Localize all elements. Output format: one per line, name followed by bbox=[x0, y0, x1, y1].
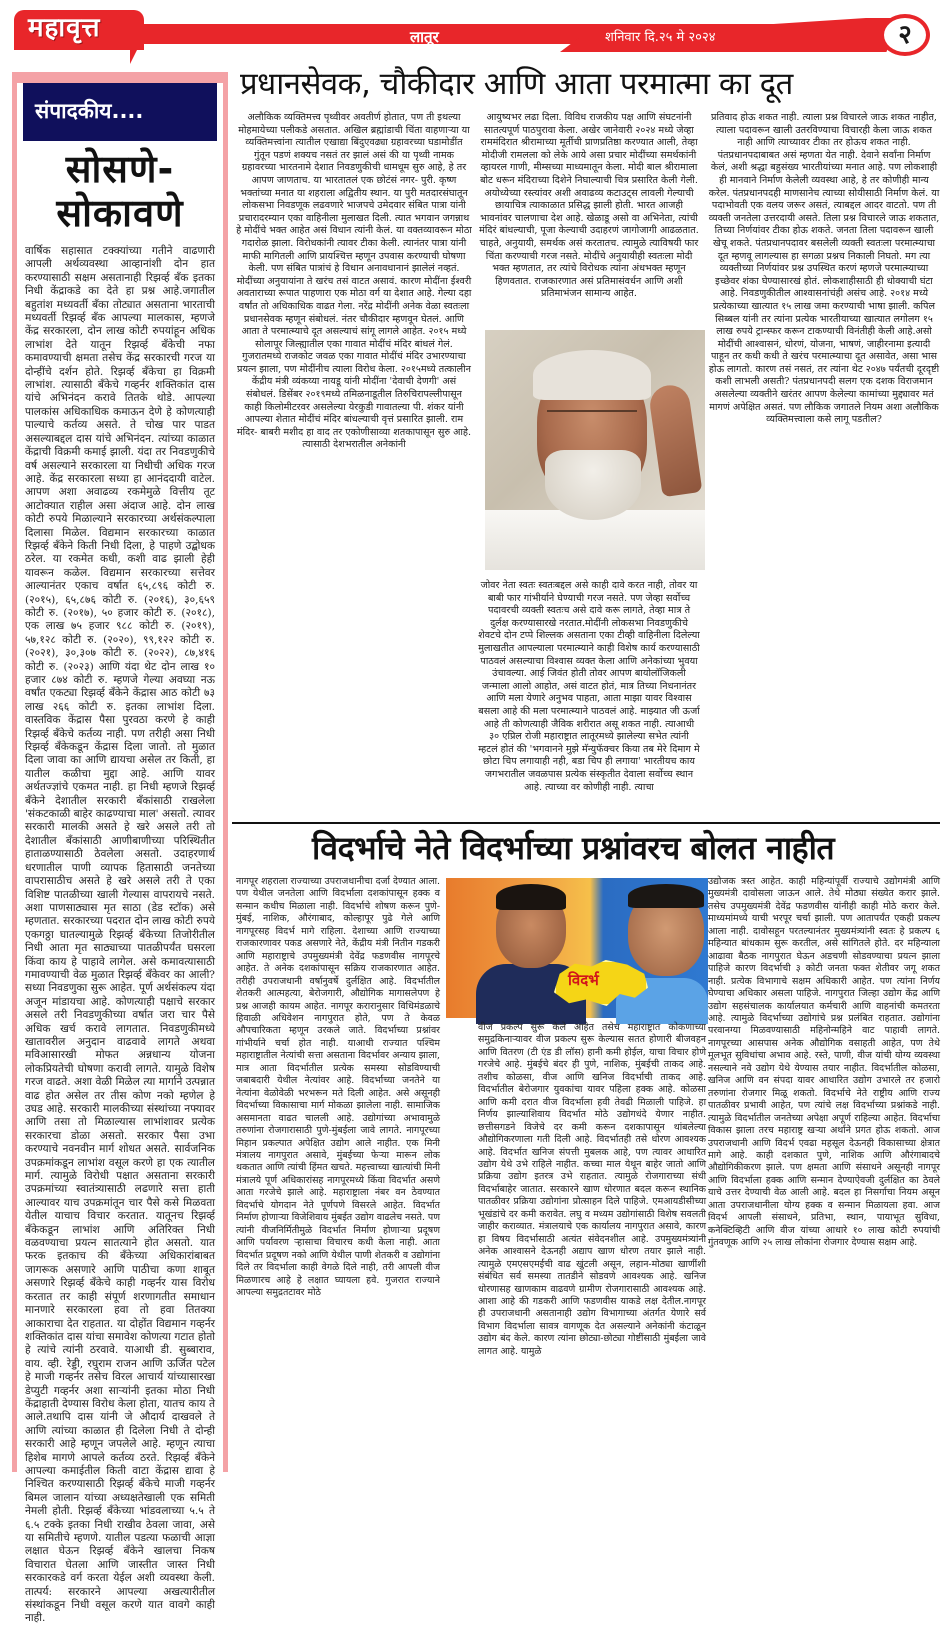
edition-city: लातूर bbox=[410, 28, 439, 46]
editorial-title bbox=[17, 147, 223, 235]
editorial-box bbox=[12, 72, 228, 1625]
photo-pointing-hand bbox=[648, 383, 703, 497]
article-1-column-3 bbox=[478, 580, 700, 820]
leader-right-hair bbox=[628, 884, 704, 908]
leader-left-hair bbox=[496, 884, 566, 910]
masthead bbox=[0, 0, 945, 62]
article-2-column-2 bbox=[478, 1022, 706, 1476]
article-1-text-3: जोवर नेता स्वतः स्वतःबद्दल असे काही दावे करत नाही, तोवर या बाबी फार गांभीर्याने घेण्याची गरज नसते. पण जेव्हा सर्वोच्च पदावरची व्यक्ती स्वतःच असे दावे करू लागते, तेव्हा मात्र ते दुर्लक्ष करण्यासारखे नरतात.मोदींनी लोकसभा निवडणुकीचे शेवटचे दोन टप्पे शिल्लक असताना एका टीव्ही वाहिनीला दिलेल्या मुलाखतीत आपल्याला परमात्म्याने काही विशेष कार्य करण्यासाठी पाठवलं असल्याचा विश्वास व्यक्त केला आणि अनेकांच्या भुवया उंचावल्या. आई जिवंत होती तोवर आपण बायोलॉजिकली जन्माला आलो आहोत, असं वाटत होतं, मात्र तिच्या निधनानंतर आणि मला येणारे अनुभव पाहता, आता माझा यावर विश्वास बसला आहे की मला परमात्म्याने पाठवलं आहे. माझ्यात जी ऊर्जा आहे ती कोणत्याही जैविक शरीरात असू शकत नाही. त्याआधी ३० एप्रिल रोजी महाराष्ट्रात लातूरमध्ये झालेल्या सभेत त्यांनी म्हटलं होतं की 'भगवानने मुझे मॅन्युफॅक्चर किया तब मेरे दिमाग मे छोटा चिप लगायाही नही, बडा चिप ही लगाया' भारतीयच काय जगभरातील जवळपास प्रत्येक संस्कृतीत देवाला सर्वोच्च स्थान आहे. त्याच्या वर कोणीही नाही. त्याचा bbox=[478, 580, 700, 793]
article-2-text-3: उद्योजक त्रस्त आहेत. काही महिन्यांपूर्वी राज्याचे उद्योगमंत्री आणि मुख्यमंत्री दावोसला जाऊन आले. तेथे मोठ्या संख्येत करार झाले. तसेच उपमुख्यमंत्री देवेंद्र फडणवीस यांनीही काही मोठे करार केले. माध्यमांमध्ये याची भरपूर चर्चा झाली. पण आतापर्यंत एकही प्रकल्प आला नाही. दावोसहून परतल्यानंतर मुख्यमंत्र्यांनी स्वतः हे प्रकल्प ६ महिन्यात बांधकाम सुरू करतील, असे सांगितले होते. दर महिन्याला आढावा बैठक नागपुरात घेऊन अडचणी सोडवण्याचा प्रयत्न झाला पाहिजे कारण विदर्भाची ३ कोटी जनता फक्त शेतीवर जगू शकत नाही. प्रत्येक विभागाचे सक्षम अधिकारी आहेत. पण त्यांना निर्णय घेण्याचा अधिकार असला पाहिजे. नागपुरात जिल्हा उद्योग केंद्र आणि उद्योग सहसंचालक कार्यालयात कर्मचारी आणि वाहनांची कमतरता आहे. त्यामुळे विदर्भाच्या उद्योगांचे प्रश्न प्रलंबित राहतात. उद्योगांना परवानग्या मिळवण्यासाठी महिनोन्महिने वाट पाहावी लागते. नागपूरच्या आसपास अनेक औद्योगिक वसाहती आहेत, पण तेथे मूलभूत सुविधांचा अभाव आहे. रस्ते, पाणी, वीज यांची योग्य व्यवस्था नसल्याने नवे उद्योग येथे येण्यास तयार नाहीत. विदर्भातील कोळसा, खनिज आणि वन संपदा यावर आधारित उद्योग उभारले तर हजारो तरुणांना रोजगार मिळू शकतो. विदर्भाचे नेते राष्ट्रीय आणि राज्य पातळीवर प्रभावी आहेत, पण त्यांचे लक्ष विदर्भाच्या प्रश्नांकडे नाही. त्यामुळे विदर्भातील जनतेच्या अपेक्षा अपूर्ण राहिल्या आहेत. विदर्भाचा विकास झाला तरच महाराष्ट्र खऱ्या अर्थाने प्रगत होऊ शकतो. आज उपराजधानी आणि विदर्भ एवढा महसूल देऊनही विकासाच्या क्षेत्रात मागे आहे. काही दशकात पुणे, नाशिक आणि औरंगाबादचे औद्योगिकीकरण झाले. पण क्षमता आणि संसाधने असूनही नागपूर आणि विदर्भाला हक्क आणि सन्मान देण्याऐवजी दुर्लक्षित का ठेवले याचे उत्तर देण्याची वेळ आली आहे. बदल हा निसर्गाचा नियम असून आता उपराजधानीला योग्य हक्क व सन्मान मिळायला हवा. आज विदर्भ आपली संसाधने, प्रतिभा, स्थान, पायाभूत सुविधा, कनेक्टिव्हिटी आणि वीज यांच्या आधारे १० लाख कोटी रुपयांची गुंतवणूक आणि २५ लाख लोकांना रोजगार देण्यास सक्षम आहे. bbox=[708, 876, 940, 1249]
photo-beard bbox=[545, 450, 641, 520]
editorial-body: वार्षिक सहासात टक्क्यांच्या गतीने वाढणारी आपली अर्थव्यवस्था आव्हानांशी दोन हात करण्यासाठी सक्षम असतानाही रिझर्व्ह बँक इतका निधी केंद्राकडे का देते हा प्रश्न आहे.जगातील बहुतांश मध्यवर्ती बँका तोट्यात असताना भारताची मध्यवर्ती रिझर्व्ह बँक आपल्या मालकास, म्हणजे केंद्र सरकारला, दोन लाख कोटी रुपयांहून अधिक लाभांश देते यातून रिझर्व्ह बँकेची नफा कमावण्याची क्षमता तसेच केंद्र सरकारची गरज या दोन्हींचे दर्शन होते. रिझर्व्ह बँकेचा हा विक्रमी लाभांश. त्यासाठी बँकेचे गव्हर्नर शक्तिकांत दास यांचे अभिनंदन करावे तितके थोडे. आपल्या पालकांस अधिकाधिक कमाऊन देणे हे कोणत्याही पाल्याचे कर्तव्य असते. ते चोख पार पाडत असल्याबद्दल दास यांचे अभिनंदन. त्यांच्या काळात केंद्राची विक्रमी कमाई झाली. यंदा तर निवडणुकीचे वर्ष असल्याने सरकारला या निधीची अधिक गरज आहे. केंद्र सरकारला सध्या हा आनंददायी वाटेल. आपण अशा अवाढव्य रकमेमुळे वित्तीय तूट आटोक्यात राहील असा अंदाज आहे. दोन लाख कोटी रुपये मिळाल्याने सरकारच्या अर्थसंकल्पाला दिलासा मिळेल. विद्यमान सरकारच्या काळात रिझर्व्ह बँकेने किती निधी दिला, हे पाहणे उद्बोधक ठरेल. या रकमेत कधी, कशी वाढ झाली हेही यावरून कळेल. विद्यमान सरकारच्या सत्तेवर आल्यानंतर एकाच वर्षात ६५,८९६ कोटी रु. (२०१५), ६५,८७६ कोटी रु. (२०१६), ३०,६५९ कोटी रु. (२०१७), ५० हजार कोटी रु. (२०१८), एक लाख ७५ हजार ९८८ कोटी रु. (२०१९), ५७,१२८ कोटी रु. (२०२०), ९९,१२२ कोटी रु. (२०२१), ३०,३०७ कोटी रु. (२०२२), ८७,४१६ कोटी रु. (२०२३) आणि यंदा थेट दोन लाख १० हजार ८७४ कोटी रु. म्हणजे गेल्या अवघ्या नऊ वर्षांत एकट्या रिझर्व्ह बँकेने केंद्रास आठ कोटी ७३ लाख २६६ कोटी रु. इतका लाभांश दिला. वास्तविक केंद्रास पैसा पुरवठा करणे हे काही रिझर्व्ह बँकेचे कर्तव्य नाही. पण तरीही असा निधी रिझर्व्ह बँकेकडून केंद्रास दिला जातो. तो मुळात दिला जावा का आणि द्यायचा असेल तर किती, हा यातील कळीचा मुद्दा आहे. आणि यावर अर्थतज्ज्ञांचे एकमत नाही. हा निधी म्हणजे रिझर्व्ह बँकेने देशातील सरकारी बँकांसाठी राखलेला 'संकटकाळी बाहेर काढण्याचा माल' असतो. त्यावर सरकारी मालकी असते हे खरे असले तरी तो देशातील बँकांसाठी आणीबाणीच्या परिस्थितीत हाताळण्यासाठी ठेवलेला असतो. उदाहरणार्थ धरणातील पाणी व्यापक हितासाठी जनतेच्या वापरासाठीच असते हे खरे असले तरी ते एका विशिष्ट पातळीच्या खाली गेल्यास वापरायचे नसते. अशा पाणसाठ्यास मृत साठा (डेड स्टॉक) असे म्हणतात. सरकारच्या पदरात दोन लाख कोटी रुपये एकगठ्ठा घातल्यामुळे रिझर्व्ह बँकेच्या तिजोरीतील निधी आता मृत साठ्याच्या पातळीपर्यंत घसरला किंवा काय हे पाहावे लागेल. असे कमावत्यासाठी गमावण्याची वेळ मुळात रिझर्व्ह बँकेवर का आली? सध्या निवडणुका सुरू आहेत. पूर्ण अर्थसंकल्प यंदा अजून मांडायचा आहे. कोणत्याही पक्षाचे सरकार असले तरी निवडणुकीच्या वर्षात जरा चार पैसे अधिक खर्च करावे लागतात. निवडणुकीमध्ये खातावरील अनुदान वाढवावे लागते अथवा मविआसारखी मोफत अन्नधान्य योजना लोकप्रियतेची घोषणा करावी लागते. यामुळे विशेष गरज वाढते. अशा वेळी मिळेल त्या मार्गाने उत्पन्नात वाढ होत असेल तर तीस कोण नको म्हणेल हे उघड आहे. सरकारी मालकीच्या संस्थांच्या नफ्यावर आणि तसा तो मिळाल्यास लाभांशावर प्रत्येक सरकारचा डोळा असतो. सरकार पैसा उभा करण्याचे नवनवीन मार्ग शोधत असते. सार्वजनिक उपक्रमांकडून लाभांश वसूल करणे हा एक त्यातील मार्ग. त्यामुळे विरोधी पक्षात असताना सरकारी उपक्रमांच्या स्वातंत्र्यासाठी लढणारे सत्ता हाती आल्यावर याच उपक्रमांतून चार पैसे कसे मिळवता येतील याचाच विचार करतात. यातूनच रिझर्व्ह बँकेकडून लाभांश आणि अतिरिक्त निधी वळवण्याचा प्रयत्न सातत्याने होत असतो. यात फरक इतकाच की बँकेच्या अधिकारांबाबत जागरूक असणारे आणि पाठीचा कणा शाबूत असणारे रिझर्व्ह बँकेचे काही गव्हर्नर यास विरोध करतात तर काही संपूर्ण शरणागतीत समाधान मानणारे सरकारला हवा तो हवा तितक्या आकाराचा देत राहतात. या दोहोंत विद्यमान गव्हर्नर शक्तिकांत दास यांचा समावेश कोणत्या गटात होतो हे त्यांचे त्यांनी ठरवावे. याआधी डी. सुब्बाराव, वाय. व्ही. रेड्डी, रघुराम राजन आणि ऊर्जित पटेल हे माजी गव्हर्नर तसेच विरल आचार्य यांच्यासारखा डेप्युटी गव्हर्नर अशा साऱ्यांनी इतका मोठा निधी केंद्राहाती देण्यास विरोध केला होता, यातच काय ते आले.तथापि दास यांनी जे औदार्य दाखवले ते आणि त्यांच्या काळात ही दिलेला निधी ते दोन्ही सरकारी आहे म्हणून जपलेले आहे. म्हणून त्याचा हिशेब मागणे आपले कर्तव्य ठरते. रिझर्व्ह बँकेने आपल्या कमाईतील किती वाटा केंद्रास द्यावा हे निश्चित करण्यासाठी रिझर्व्ह बँकेचे माजी गव्हर्नर बिमल जालान यांच्या अध्यक्षतेखाली एक समिती नेमली होती. रिझर्व्ह बँकेच्या भांडवलाच्या ५.५ ते ६.५ टक्के इतका निधी राखीव ठेवला जावा, असे या समितीचे म्हणणे. यातील पडत्या फळाची आज्ञा लक्षात घेऊन रिझर्व्ह बँकेने खालचा निकष विचारात घेतला आणि जास्तीत जास्त निधी सरकारकडे वर्ग करता येईल अशी व्यवस्था केली. तात्पर्य: सरकारने आपल्या अखत्यारीतील संस्थांकडून निधी वसूल करणे यात वावगे काही नाही. bbox=[25, 245, 215, 1625]
article-2-column-3 bbox=[708, 876, 940, 1476]
photo-leader-right bbox=[616, 884, 708, 1018]
edition-date: शनिवार दि.२५ मे २०२४ bbox=[605, 30, 716, 45]
editorial-title-line-2: सोकावणे bbox=[56, 191, 184, 235]
article-2-text-2: वीज प्रकल्प सुरू केले आहेत तसेच महाराष्ट्रात कोकणाच्या समुद्रकिनाऱ्यावर वीज प्रकल्प सुरू केल्यास सतत होणारी बीजवहन आणि वितरण (टी एंड डी लॉस) हानी कमी होईल, याचा विचार होणे गरजेचे आहे. मुंबईचे बंदर ही पुणे, नाशिक, मुंबईची ताकद आहे. तशीच कोळसा, वीज आणि खनिज विदर्भाची ताकद आहे. विदर्भातील बेरोजगार युवकांचा यावर पहिला हक्क आहे. कोळसा आणि कमी दरात वीज विदर्भाला हवी तेवढी मिळाली पाहिजे. हा निर्णय झाल्याशिवाय विदर्भात मोठे उद्योगधंदे येणार नाहीत. छत्तीसगडने विजेचे दर कमी करून दशकापासून थांबलेल्या औद्योगिकरणाला गती दिली आहे. विदर्भातही तसे धोरण आवश्यक आहे. विदर्भात खनिज संपत्ती मुबलक आहे, पण त्यावर आधारित उद्योग येथे उभे राहिले नाहीत. कच्चा माल येथून बाहेर जातो आणि प्रक्रिया उद्योग इतरत्र उभे राहतात. त्यामुळे रोजगाराच्या संधी विदर्भाबाहेर जातात. सरकारने खाण धोरणात बदल करून स्थानिक पातळीवर प्रक्रिया उद्योगांना प्रोत्साहन दिले पाहिजे. एमआयडीसीच्या भूखंडांचे दर कमी करावेत. लघु व मध्यम उद्योगांसाठी विशेष सवलती जाहीर कराव्यात. मंत्रालयाचे एक कार्यालय नागपुरात असावे, कारण हा विषय विदर्भासाठी अत्यंत संवेदनशील आहे. उपमुख्यमंत्र्यांनी अनेक आश्वासने देऊनही अद्याप खाण धोरण तयार झाले नाही. त्यामुळे एमएसएमईची वाढ खुंटली असून, लहान-मोठ्या खाणींशी संबंधित सर्व समस्या तातडीने सोडवणे आवश्यक आहे. खनिज धोरणासह खाणकाम वाढवणे ग्रामीण रोजगारासाठी आवश्यक आहे. आशा आहे की गडकरी आणि फडणवीस याकडे लक्ष देतील.नागपूर ही उपराजधानी असतानाही उद्योग विभागाच्या अंतर्गत येणारे सर्व विभाग विदर्भाला सावत्र वागणूक देत असल्याने अनेकांनी कंटाळून उद्योग बंद केले. कारण त्यांना छोट्या-छोट्या गोष्टींसाठी मुंबईला जावे लागत आहे. यामुळे bbox=[478, 1022, 706, 1357]
article-1-text-4: प्रतिवाद होऊ शकत नाही. त्याला प्रश्न विचारले जाऊ शकत नाहीत, त्याला पदावरून खाली उतरविण्याचा विचारही केला जाऊ शकत नाही आणि त्याच्यावर टीका तर होऊच शकत नाही. पंतप्रधानपदाबाबत असं म्हणता येत नाही. देवाने सर्वांना निर्माण केलं, अशी श्रद्धा बहुसंख्य भारतीयांच्या मनात आहे. पण लोकशाही ही मानवाने निर्माण केलेली व्यवस्था आहे, हे तर कोणीही मान्य करेल. पंतप्रधानपदही माणसानेच त्याच्या सोयीसाठी निर्माण केलं. या पदाभोवती एक वलय जरूर असतं, त्याबद्दल आदर वाटतो. पण ती व्यक्ती जनतेला उत्तरदायी असते. तिला प्रश्न विचारले जाऊ शकतात, तिच्या निर्णयांवर टीका होऊ शकते. जनता तिला पदावरून खाली खेचू शकते. पंतप्रधानपदावर बसलेली व्यक्ती स्वतःला परमात्म्याचा दूत म्हणवू लागल्यास हा सगळा प्रश्नच निकाली निघतो. मग त्या व्यक्तीच्या निर्णयांवर प्रश्न उपस्थित करणं म्हणजे परमात्म्याच्या इच्छेवर शंका घेण्यासारखं होतं. लोकशाहीसाठी ही धोक्याची घंटा आहे. निवडणुकीतील आश्वासनांचंही असंच आहे. २०१४ मध्ये प्रत्येकाच्या खात्यात १५ लाख जमा करण्याची भाषा झाली. कपिल सिब्बल यांनी तर त्यांना प्रत्येक भारतीयाच्या खात्यात लगोलग १५ लाख रुपये ट्रान्स्फर करून टाकण्याची विनंतीही केली आहे.असो मोदींची आश्वासनं, धोरणं, योजना, भाषणं, जाहीरनामा इत्यादी पाहून तर कधी कधी ते खरंच परमात्म्याचा दूत असावेत, असा भास होऊ लागतो. कारण तसं नसतं, तर त्यांना थेट २०४७ पर्यंतची दूरदृष्टी कशी लाभली असती? पंतप्रधानपदी सलग एक दशक विराजमान असलेल्या व्यक्तीने खरंतर आपण केलेल्या कामांच्या मुद्द्यावर मतं मागणं अपेक्षित असतं. पण लौकिक जगातले नियम अशा अलौकिक व्यक्तिमत्त्वाला कसे लागू पडतील? bbox=[708, 112, 940, 426]
article-2-photo bbox=[446, 878, 708, 1018]
editorial-title-line-1: सोसणे- bbox=[65, 147, 175, 191]
article-2-text-1: नागपूर शहराला राज्याच्या उपराजधानीचा दर्जा देण्यात आला. पण येथील जनतेला आणि विदर्भाला दशकांपासून हक्क व सन्मान कधीच मिळाला नाही. विदर्भाचे शोषण करून पुणे-मुंबई, नाशिक, औरंगाबाद, कोल्हापूर पुढे गेले आणि नागपूरसह विदर्भ मागे राहिला. देशाच्या आणि राज्याच्या राजकारणावर पकड असणारे नेते, केंद्रीय मंत्री नितीन गडकरी आणि महाराष्ट्राचे उपमुख्यमंत्री देवेंद्र फडणवीस नागपूरचे आहेत. ते अनेक दशकांपासून सक्रिय राजकारणात आहेत. तरीही उपराजधानी वर्षानुवर्षे दुर्लक्षित आहे. विदर्भातील शेतकरी आत्महत्या, बेरोजगारी, औद्योगिक मागासलेपण हे प्रश्न आजही कायम आहेत. नागपूर करारानुसार विधिमंडळाचे हिवाळी अधिवेशन नागपुरात होते, पण ते केवळ औपचारिकता म्हणून उरकले जाते. विदर्भाच्या प्रश्नांवर गांभीर्याने चर्चा होत नाही. याआधी राज्यात पश्चिम महाराष्ट्रातील नेत्यांची सत्ता असताना विदर्भावर अन्याय झाला, मात्र आता विदर्भातील प्रत्येक समस्या सोडविण्याची जबाबदारी येथील नेत्यांवर आहे. विदर्भाच्या जनतेने या नेत्यांना वेळोवेळी भरभरून मते दिली आहेत. असे असूनही विदर्भाच्या विकासाचा मार्ग मोकळा झालेला नाही. सामाजिक असमानता वाढत चालली आहे. उद्योगांच्या अभावामुळे तरुणांना रोजगारासाठी पुणे-मुंबईला जावे लागते. नागपूरच्या मिहान प्रकल्पात अपेक्षित उद्योग आले नाहीत. एक मिनी मंत्रालय नागपुरात असावे, मुंबईच्या फेऱ्या मारून लोक थकतात आणि त्यांची हिंमत खचते. महत्त्वाच्या खात्यांची मिनी मंत्रालये पूर्ण अधिकारांसह नागपूरमध्ये किंवा विदर्भात असणे आता गरजेचे झाले आहे. महाराष्ट्राला नंबर वन ठेवण्यात विदर्भाचे योगदान नेते पूर्णपणे विसरले आहेत. विदर्भात निर्माण होणाऱ्या विजेशिवाय मुंबईत उद्योग वाढलेच नसते. पण त्यांनी वीजनिर्मितीमुळे विदर्भात निर्माण होणाऱ्या प्रदूषण आणि पर्यावरण ऱ्हासाचा विचारच कधी केला नाही. आता विदर्भात प्रदूषण नको आणि येथील पाणी शेतकरी व उद्योगांना दिले तर विदर्भाला काही वेगळे दिले नाही, तरी आपली वीज मिळणारच आहे हे लक्षात घ्यायला हवे. गुजरात राज्याने आपल्या समुद्रतटावर मोठे bbox=[236, 876, 441, 1298]
article-1-text-1: अलौकिक व्यक्तिमत्त्व पृथ्वीवर अवतीर्ण होतात, पण ती इथल्या मोहमायेच्या पलीकडे असतात. अखिल ब्रह्मांडाची चिंता वाहणाऱ्या या व्यक्तिमत्त्वांना त्यातील एखाद्या बिंदुएवढ्या ग्रहावरच्या घडामोडींत गुंतून पडणं शक्यच नसतं तर झालं असं की या पृथ्वी नामक ग्रहावरच्या भारतनामे देशात निवडणुकीची धामधूम सुरु आहे, हे तर आपण जाणताच. या भारतातलं एक छोटंसं नगर- पुरी. कृष्ण भक्तांच्या मनात या शहराला अद्वितीय स्थान. या पुरी मतदारसंघातून लोकसभा निवडणूक लढवणारे भाजपचे उमेदवार संबित पात्रा यांनी प्रचारादरम्यान एका वाहिनीला मुलाखत दिली. त्यात भगवान जगन्नाथ हे मोदींचे भक्त आहेत असं विधान त्यांनी केलं. या वक्तव्यावरून मोठा गदारोळ झाला. विरोधकांनी त्यावर टीका केली. त्यानंतर पात्रा यांनी माफी मागितली आणि प्रायश्चित्त म्हणून उपवास करण्याची घोषणा केली. पण संबित पात्रांचं हे विधान अनावधानानं झालेलं नव्हतं. मोदींच्या अनुयायांना ते खरंच तसं वाटत असावं. कारण मोदींना ईश्वरी अवताराच्या रूपात पाहणारा एक मोठा वर्ग या देशात आहे. गेल्या दहा वर्षांत तो अधिकाधिक वाढत गेला. नरेंद्र मोदींनी अनेक वेळा स्वतःला प्रधानसेवक म्हणून संबोधलं. नंतर चौकीदार म्हणवून घेतलं. आणि आता ते परमात्म्याचे दूत असल्याचं सांगू लागले आहेत. २०१५ मध्ये सोलापूर जिल्ह्यातील एका गावात मोदींचं मंदिर बांधलं गेलं. गुजरातमध्ये राजकोट जवळ एका गावात मोदींचं मंदिर उभारण्याचा प्रयत्न झाला, पण मोदींनीच त्याला विरोध केला. २०१५मध्ये तत्कालीन केंद्रीय मंत्री व्यंकय्या नायडू यांनी मोदींना 'देवाची देणगी' असं संबोधलं. डिसेंबर २०१९मध्ये तमिळनाडूतील तिरुचिरापल्लीपासून काही किलोमीटरवर असलेल्या येरकुडी गावातल्या पी. शंकर यांनी आपल्या शेतात मोदींचं मंदिर बांधल्याची वृत्तं प्रसारित झाली. राम मंदिर- बाबरी मशीद हा वाद तर एकोणीसाव्या शतकापासून सुरु आहे. त्यासाठी देशभरातील अनेकांनी bbox=[236, 112, 472, 451]
photo-glasses bbox=[547, 410, 637, 428]
page-number: २ bbox=[880, 14, 930, 56]
article-1-text-2: आयुष्यभर लढा दिला. विविध राजकीय पक्ष आणि संघटनांनी सातत्यपूर्ण पाठपुरावा केला. अखेर जानेवारी २०२४ मध्ये जेव्हा राममंदिरात श्रीरामाच्या मूर्तीची प्राणप्रतिष्ठा करण्यात आली, तेव्हा मोदीजी रामलला को लेके आये असा प्रचार मोदींच्या समर्थकांनी व्हायरल गाणी, मीम्सच्या माध्यमातून केला. मोदी बाल श्रीरामाला बोट धरून मंदिराच्या दिशेने निघाल्याची चित्र प्रसारित केली गेली. अयोध्येच्या रस्त्यांवर अशी अवाढव्य कटाउट्स लावली गेल्याची छायाचित्र त्याकाळात प्रसिद्ध झाली होती. भारत आजही भावनांवर चालणाचा देश आहे. खेळाडू असो वा अभिनेता, त्यांची मंदिरं बांधल्याची, पूजा केल्याची उदाहरणं जागोजागी आढळतात. चाहते, अनुयायी, समर्थक असं करतातच. त्यामुळे त्याविषयी फार चिंता करण्याची गरज नसते. मोदींचे अनुयायीही स्वतःला मोदी भक्त म्हणतात, तर त्यांचे विरोधक त्यांना अंधभक्त म्हणून हिणवतात. राजकारणात असं प्रतिमासंवर्धन आणि अशी प्रतिमाभंजन सामान्य आहेत. bbox=[479, 112, 699, 300]
editorial-label: संपादकीय.... bbox=[23, 83, 217, 141]
article-1-photo bbox=[485, 330, 705, 570]
article-1-headline: प्रधानसेवक, चौकीदार आणि आता परमात्मा का दूत bbox=[240, 66, 793, 102]
article-1-column-2 bbox=[478, 112, 700, 332]
newspaper-brand: महावृत्त bbox=[28, 13, 101, 43]
article-1-column-4 bbox=[708, 112, 940, 822]
article-1-column-1 bbox=[236, 112, 472, 814]
photo-hair bbox=[533, 350, 651, 400]
vidarbha-map-label: विदर्भ bbox=[568, 971, 599, 989]
editorial-inner bbox=[17, 83, 223, 1625]
article-2-headline: विदर्भाचे नेते विदर्भाच्या प्रश्नांवरच बोलत नाहीत bbox=[312, 829, 835, 867]
masthead-tab-tail bbox=[130, 24, 150, 64]
section-divider bbox=[232, 822, 940, 824]
article-2-column-1 bbox=[236, 876, 440, 1476]
